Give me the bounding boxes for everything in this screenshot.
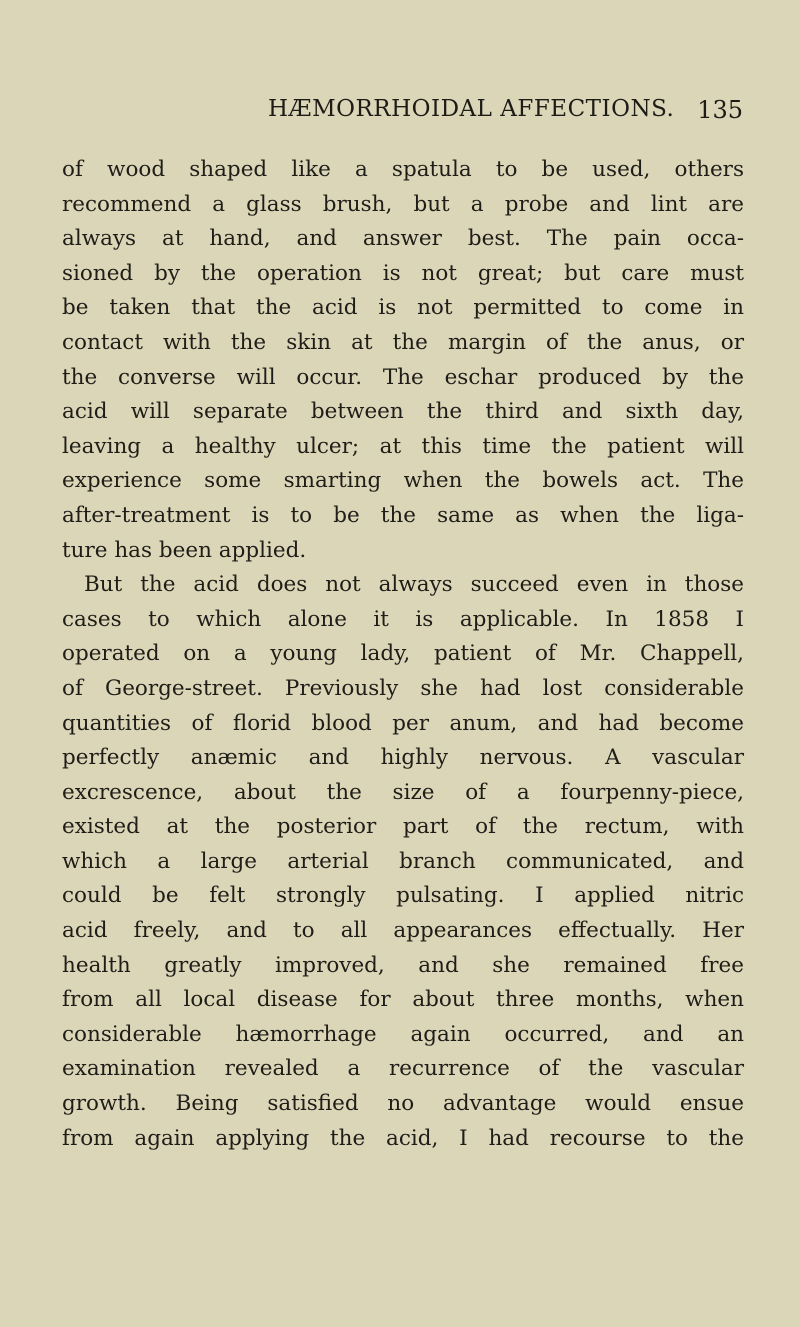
text-line: sioned by the operation is not great; but care must xyxy=(62,260,744,286)
text-line: excrescence, about the size of a fourpenny-piece, xyxy=(62,779,744,805)
text-line: from all local disease for about three months, when xyxy=(62,987,744,1013)
running-head: HÆMORRHOIDAL AFFECTIONS. xyxy=(268,96,675,122)
body-text xyxy=(62,153,744,1156)
text-line: after-treatment is to be the same as when the liga- xyxy=(62,502,744,528)
text-line: ture has been applied. xyxy=(62,537,307,563)
text-line: cases to which alone it is applicable. In 1858 I xyxy=(62,606,744,632)
text-line: quantities of florid blood per anum, and had become xyxy=(62,710,744,736)
text-line: acid will separate between the third and sixth day, xyxy=(62,399,744,425)
text-line: experience some smarting when the bowels act. The xyxy=(62,468,744,494)
paragraph-1 xyxy=(62,153,744,568)
text-line: But the acid does not always succeed even in those xyxy=(84,572,744,598)
text-line: be taken that the acid is not permitted to come in xyxy=(62,295,744,321)
text-line: health greatly improved, and she remained free xyxy=(62,952,744,978)
text-line: recommend a glass brush, but a probe and lint are xyxy=(62,191,744,217)
text-line: examination revealed a recurrence of the vascular xyxy=(62,1056,744,1082)
text-line: considerable hæmorrhage again occurred, and an xyxy=(62,1021,744,1047)
text-line: of George-street. Previously she had lost considerable xyxy=(62,675,744,701)
text-line: the converse will occur. The eschar produced by the xyxy=(62,364,744,390)
paragraph-2 xyxy=(62,568,744,1156)
text-line: perfectly anæmic and highly nervous. A vascular xyxy=(62,745,744,771)
text-line: of wood shaped like a spatula to be used, others xyxy=(62,157,744,182)
page-header xyxy=(268,96,743,136)
page-number: 135 xyxy=(697,96,743,124)
text-line: which a large arterial branch communicated, and xyxy=(62,848,744,874)
text-line: from again applying the acid, I had recourse to the xyxy=(62,1125,744,1151)
text-line: always at hand, and answer best. The pain occa- xyxy=(62,226,744,252)
text-line: growth. Being satisfied no advantage would ensue xyxy=(62,1091,744,1117)
text-line: could be felt strongly pulsating. I applied nitric xyxy=(62,883,744,909)
text-line: operated on a young lady, patient of Mr. Chappell, xyxy=(62,641,744,667)
text-line: acid freely, and to all appearances effectually. Her xyxy=(62,918,744,944)
text-line: leaving a healthy ulcer; at this time the patient will xyxy=(62,433,744,459)
text-line: contact with the skin at the margin of the anus, or xyxy=(62,329,744,355)
text-line: existed at the posterior part of the rectum, with xyxy=(62,814,744,840)
